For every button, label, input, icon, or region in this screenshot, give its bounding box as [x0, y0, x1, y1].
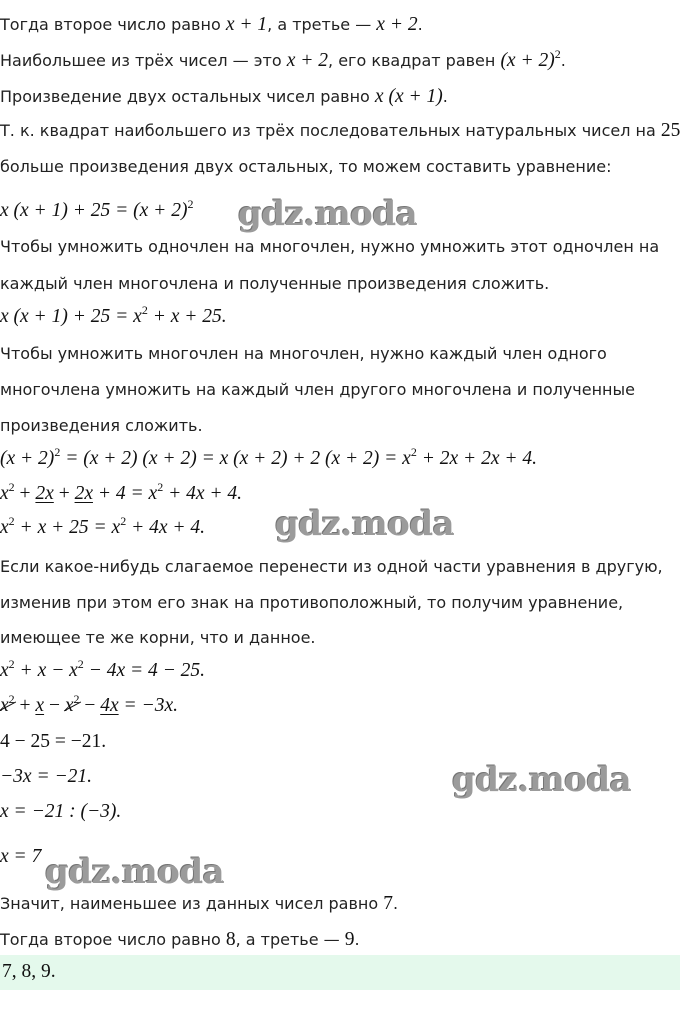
- text: многочлена умножить на каждый член другого многочлена и полученные: [0, 380, 635, 399]
- text: Т. к. квадрат наибольшего из трёх последовательных натуральных чисел на: [0, 121, 661, 140]
- equation-4: $x^2 + 2x + 2x + 4 = x^2 + 4x + 4$.: [0, 480, 243, 504]
- text-line-11: [0, 380, 635, 399]
- text-line-18: [0, 628, 316, 647]
- text: Произведение двух остальных чисел равно: [0, 87, 375, 106]
- math: x + 1: [225, 14, 268, 35]
- cancelled-term: $x^2$: [64, 692, 80, 716]
- watermark: gdz.moda: [238, 194, 418, 234]
- text-line-1: [0, 14, 423, 36]
- text: изменив при этом его знак на противоположный, то получим уравнение,: [0, 593, 624, 612]
- text: , а третье —: [267, 15, 377, 34]
- equation-10: x = −21 : (−3).: [0, 801, 122, 822]
- math: 9: [344, 929, 355, 950]
- text-line-7: [0, 237, 659, 256]
- watermark: gdz.moda: [275, 504, 455, 544]
- text: .: [354, 930, 360, 949]
- text: Если какое-нибудь слагаемое перенести из одной части уравнения в другую,: [0, 557, 663, 576]
- text: .: [442, 87, 448, 106]
- cancelled-term: $x^2$: [0, 692, 15, 716]
- text: больше произведения двух остальных, то можем составить уравнение:: [0, 157, 612, 176]
- text: произведения сложить.: [0, 416, 203, 435]
- text-line-4: [0, 120, 680, 142]
- text: .: [560, 51, 566, 70]
- equation-6: $x^2 + x - x^2 - 4x = 4 - 25$.: [0, 657, 206, 681]
- text-line-2: [0, 47, 566, 72]
- math: x + 2: [286, 50, 329, 71]
- text-line-25: [0, 929, 360, 951]
- text: Значит, наименьшее из данных чисел равно: [0, 894, 384, 913]
- text: Чтобы умножить многочлен на многочлен, нужно каждый член одного: [0, 344, 607, 363]
- answer-value: 7, 8, 9.: [2, 961, 56, 982]
- math: 8: [225, 929, 236, 950]
- equation-7: $x^2 + x - x^2 - 4x = -3x$.: [0, 692, 178, 716]
- text: Чтобы умножить одночлен на многочлен, нужно умножить этот одночлен на: [0, 237, 660, 256]
- text: .: [417, 15, 423, 34]
- text-line-8: [0, 274, 549, 293]
- equation-11: x = 7: [0, 846, 42, 867]
- text: имеющее те же корни, что и данное.: [0, 628, 316, 647]
- text: .: [393, 894, 399, 913]
- math: $(x + 2)^2$: [500, 47, 561, 71]
- text-line-12: [0, 416, 203, 435]
- text-line-17: [0, 593, 623, 612]
- text-line-10: [0, 344, 607, 363]
- equation-2: x $(x + 1) + 25 = x^2 + x + 25$.: [0, 303, 227, 327]
- text-line-16: [0, 557, 663, 576]
- equation-9: −3x = −21.: [0, 766, 93, 787]
- text: , его квадрат равен: [328, 51, 501, 70]
- text-line-3: [0, 86, 448, 108]
- math: 7: [383, 893, 393, 914]
- text: Наибольшее из трёх чисел — это: [0, 51, 287, 70]
- text-line-24: [0, 893, 398, 915]
- equation-8: 4 − 25 = −21.: [0, 731, 107, 752]
- text-line-5: [0, 157, 611, 176]
- text: каждый член многочлена и полученные произведения сложить.: [0, 274, 550, 293]
- math: 25: [660, 120, 680, 141]
- text: Тогда второе число равно: [0, 15, 226, 34]
- equation-5: $x^2 + x + 25 = x^2 + 4x + 4$.: [0, 514, 206, 538]
- math: x (x + 1): [374, 86, 443, 107]
- watermark: gdz.moda: [45, 852, 225, 892]
- math: x + 2: [376, 14, 418, 35]
- text: , а третье —: [235, 930, 345, 949]
- equation-3: $(x + 2)^2 = (x + 2)$ (x + 2) = x (x + 2) + 2 $(x + 2) = x^2 + 2x + 2x + 4$.: [0, 445, 538, 469]
- text: Тогда второе число равно: [0, 930, 226, 949]
- answer-box: [0, 955, 680, 990]
- watermark: gdz.moda: [452, 760, 632, 800]
- equation-1: x $(x + 1) + 25 = (x + 2)^2$: [0, 197, 194, 221]
